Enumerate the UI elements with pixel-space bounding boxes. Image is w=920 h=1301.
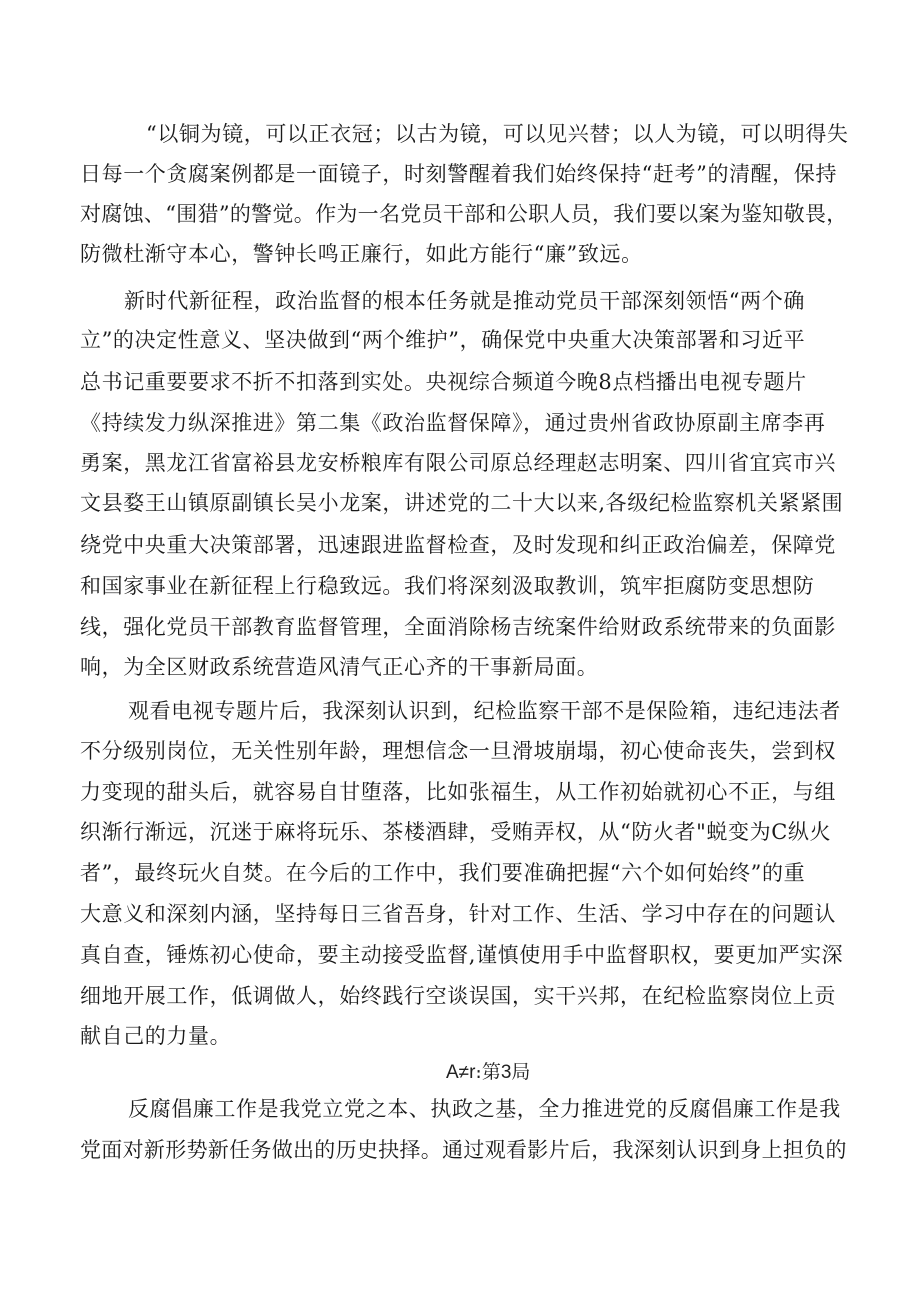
text-line: 不分级别岗位，无关性别年龄，理想信念一旦滑坡崩塌，初心使命丧失，尝到权: [80, 739, 836, 763]
text-line: 反腐倡廉工作是我党立党之本、执政之基，全力推进党的反腐倡廉工作是我: [128, 1097, 841, 1121]
text-line: 和国家事业在新征程上行稳致远。我们将深刻汲取教训，筑牢拒腐防变思想防: [80, 574, 815, 598]
text-line: 党面对新形势新任务做出的历史抉择。通过观看影片后，我深刻认识到身上担负的: [80, 1138, 847, 1162]
text-line: 大意义和深刻内涵，坚持每日三省吾身，针对工作、生活、学习中存在的问题认: [80, 902, 836, 926]
text-line: “以铜为镜，可以正衣冠；以古为镜，可以见兴替；以人为镜，可以明得失: [146, 122, 849, 146]
text-line: 者”，最终玩火自焚。在今后的工作中，我们要准确把握“六个如何始终”的重: [80, 861, 806, 885]
text-line: 绕党中央重大决策部署，迅速跟进监督检查，及时发现和纠正政治偏差，保障党: [80, 533, 836, 557]
text-line: 日每一个贪腐案例都是一面镜子，时刻警醒着我们始终保持“赶考”的清醒，保持: [80, 162, 838, 186]
text-line: 献自己的力量。: [80, 1024, 232, 1048]
text-line: 勇案，黑龙江省富裕县龙安桥粮库有限公司原总经理赵志明案、四川省宜宾市兴: [80, 451, 836, 475]
text-line: 立”的决定性意义、坚决做到“两个维护”，确保党中央重大决策部署和习近平: [80, 328, 806, 352]
text-line: 观看电视专题片后，我深刻认识到，纪检监察干部不是保险箱，违纪违法者: [128, 699, 841, 723]
text-line: 防微杜渐守本心，警钟长鸣正廉行，如此方能行“廉”致远。: [80, 242, 643, 266]
text-line: 细地开展工作，低调做人，始终践行空谈误国，实干兴邦，在纪检监察岗位上贡: [80, 984, 836, 1008]
text-line: 文县婺王山镇原副镇长吴小龙案，讲述党的二十大以来,各级纪检监察机关紧紧围: [80, 491, 844, 515]
text-line: 《持续发力纵深推进》第二集《政治监督保障》，通过贵州省政协原副主席李再: [80, 411, 826, 435]
page-marker: A≠r։第3局: [446, 1062, 531, 1083]
text-line: 真自查，锤炼初心使命，要主动接受监督,谨慎使用手中监督职权，要更加严实深: [80, 943, 844, 967]
text-line: 线，强化党员干部教育监督管理，全面消除杨吉统案件给财政系统带来的负面影: [80, 615, 836, 639]
text-line: 对腐蚀、“围猎”的警觉。作为一名党员干部和公职人员，我们要以案为鉴知敬畏，: [80, 202, 848, 226]
text-line: 织渐行渐远，沉迷于麻将玩乐、茶楼酒肆，受贿弄权，从“防火者"蜕变为C纵火: [80, 820, 832, 844]
text-line: 力变现的甜头后，就容易自甘堕落，比如张福生，从工作初始就初心不正，与组: [80, 780, 836, 804]
text-line: 总书记重要要求不折不扣落到实处。央视综合频道今晚8点档播出电视专题片: [80, 370, 807, 394]
text-line: 新时代新征程，政治监督的根本任务就是推动党员干部深刻领悟“两个确: [124, 289, 805, 313]
text-line: 响，为全区财政系统营造风清气正心齐的干事新局面。: [80, 655, 599, 679]
